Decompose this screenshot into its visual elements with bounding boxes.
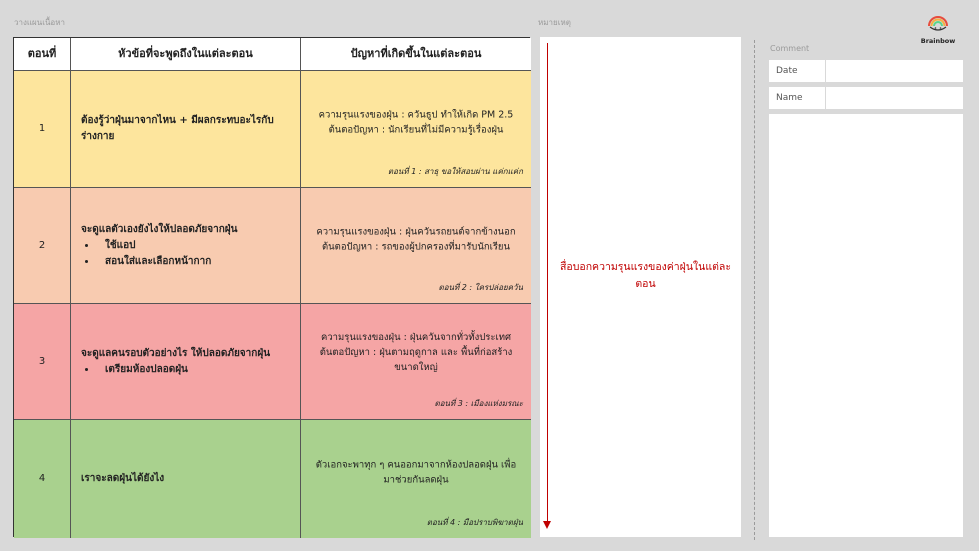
- problem-cell: [301, 304, 531, 420]
- comment-label: Comment: [770, 44, 810, 53]
- date-label: Date: [769, 60, 826, 82]
- episode-title: ตอนที่ 2 : ใครปล่อยควัน: [438, 283, 523, 293]
- topic-text: จะดูแลคนรอบตัวอย่างไร ให้ปลอดภัยจากฝุ่น: [81, 347, 271, 359]
- content-plan-table: [13, 37, 530, 537]
- problem-cell: [301, 420, 531, 538]
- topic-bullets: [81, 238, 290, 270]
- content-plan-label: วางแผนเนื้อหา: [14, 18, 65, 27]
- problem-line: ความรุนแรงของฝุ่น : ฝุ่นควันรถยนต์จากข้างนอก: [316, 226, 516, 238]
- problem-line: ต้นตอปัญหา : นักเรียนที่ไม่มีความรู้เรื่องฝุ่น: [328, 124, 504, 136]
- topic-cell: [71, 71, 301, 188]
- header-topic: หัวข้อที่จะพูดถึงในแต่ละตอน: [71, 38, 301, 71]
- problem-text: [309, 458, 523, 488]
- name-field: [769, 87, 963, 109]
- notes-panel: [540, 37, 741, 537]
- arrow-down-icon: [543, 521, 551, 529]
- rainbow-icon: [927, 12, 949, 32]
- topic-text: จะดูแลตัวเองยังไงให้ปลอดภัยจากฝุ่น: [81, 223, 238, 235]
- problem-cell: [301, 71, 531, 188]
- problem-text: [309, 330, 523, 376]
- topic-bullets: [81, 362, 290, 378]
- problem-text: [309, 108, 523, 138]
- problem-line: ต้นตอปัญหา : รถของผู้ปกครองที่มารับนักเรียน: [322, 241, 510, 253]
- episode-title: ตอนที่ 1 : สาธุ ขอให้สอบผ่าน แค่กแค่ก: [387, 167, 523, 177]
- problem-line: ตัวเอกจะพาทุก ๆ คนออกมาจากห้องปลอดฝุ่น เพื่อ: [315, 459, 517, 471]
- episode-number: 3: [14, 304, 71, 420]
- header-problem: ปัญหาที่เกิดขึ้นในแต่ละตอน: [301, 38, 531, 71]
- problem-line: ความรุนแรงของฝุ่น : ควันธูป ทำให้เกิด PM 2.5: [318, 109, 514, 121]
- episode-number: 2: [14, 188, 71, 304]
- comment-textarea[interactable]: [769, 114, 963, 537]
- episode-number: 1: [14, 71, 71, 188]
- problem-line: มาช่วยกันลดฝุ่น: [383, 474, 449, 486]
- topic-text: เราจะลดฝุ่นได้ยังไง: [81, 473, 165, 484]
- topic-cell: [71, 188, 301, 304]
- topic-cell: [71, 420, 301, 538]
- problem-line: ต้นตอปัญหา : ฝุ่นตามฤดูกาล และ พื้นที่ก่อสร้าง: [319, 346, 513, 358]
- name-label: Name: [769, 87, 826, 109]
- problem-line: ความรุนแรงของฝุ่น : ฝุ่นควันจากทั่วทั้งประเทศ: [320, 331, 512, 343]
- brand-logo: [918, 12, 958, 45]
- topic-bullet: • เตรียมห้องปลอดฝุ่น: [97, 362, 290, 378]
- date-input[interactable]: [826, 60, 963, 82]
- problem-text: [309, 224, 523, 254]
- problem-cell: [301, 188, 531, 304]
- topic-text: ต้องรู้ว่าฝุ่นมาจากไหน + มีผลกระทบอะไรกับร่างกาย: [81, 115, 274, 142]
- name-input[interactable]: [826, 87, 963, 109]
- header-episode: ตอนที่: [14, 38, 71, 71]
- episode-title: ตอนที่ 4 : มือปราบพิฆาตฝุ่น: [426, 518, 523, 528]
- topic-bullet: • ใช้แอป: [97, 238, 290, 254]
- severity-arrow-line: [547, 43, 548, 523]
- problem-line: ขนาดใหญ่: [394, 361, 438, 373]
- notes-label: หมายเหตุ: [538, 18, 571, 27]
- logo-wordmark: Brainbow: [920, 37, 956, 45]
- episode-number: 4: [14, 420, 71, 538]
- date-field: [769, 60, 963, 82]
- episode-title: ตอนที่ 3 : เมืองแห่งมรณะ: [434, 399, 523, 409]
- topic-bullet: • สอนใส่และเลือกหน้ากาก: [97, 254, 290, 270]
- topic-cell: [71, 304, 301, 420]
- panel-divider: [754, 40, 755, 540]
- note-text: สื่อบอกความรุนแรงของค่าฝุ่นในแต่ละตอน: [560, 261, 731, 291]
